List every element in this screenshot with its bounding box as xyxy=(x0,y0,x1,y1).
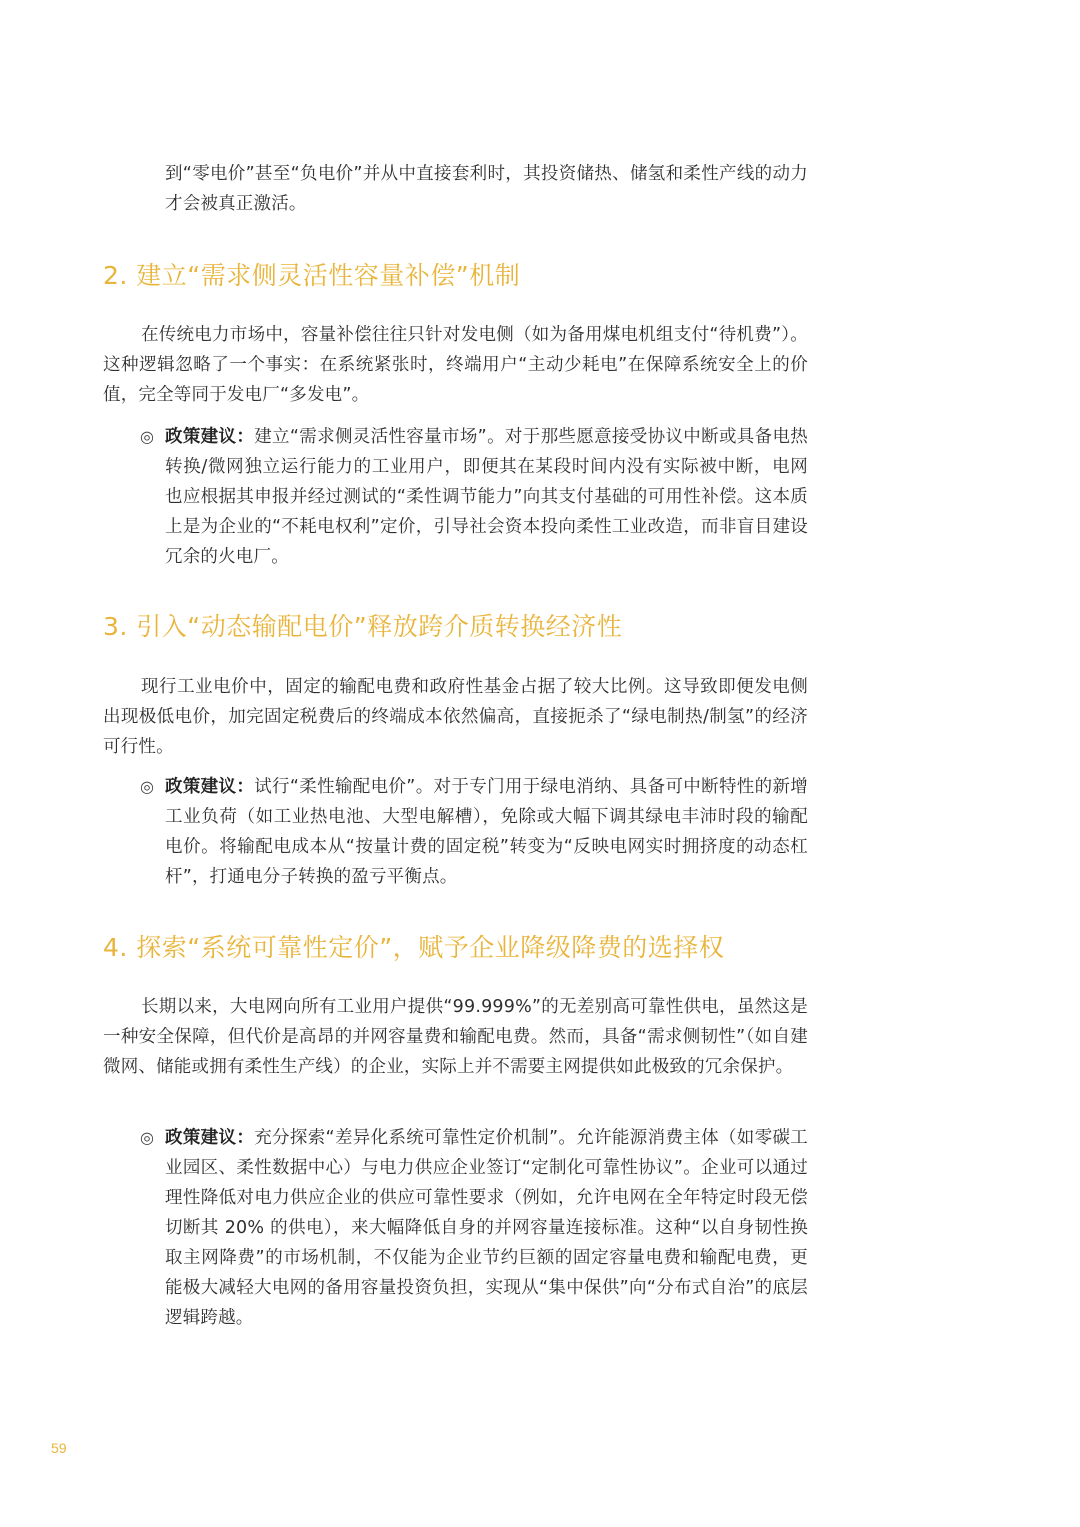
section-4-recommendation xyxy=(140,1123,809,1333)
recommendation-text: 建立“需求侧灵活性容量市场”。对于那些愿意接受协议中断或具备电热转换/微网独立运行能力的工业用户，即便其在某段时间内没有实际被中断，电网也应根据其申报并经过测试的“柔性调节能力”向其支付基础的可用性补偿。这本质上是为企业的“不耗电权利”定价，引导社会资本投向柔性工业改造，而非盲目建设冗余的火电厂。 xyxy=(165,427,809,567)
circle-bullet-icon: ◎ xyxy=(140,777,155,796)
recommendation-label: 政策建议： xyxy=(165,777,255,797)
section-3-body: 现行工业电价中，固定的输配电费和政府性基金占据了较大比例。这导致即便发电侧出现极低电价，加完固定税费后的终端成本依然偏高，直接扼杀了“绿电制热/制氢”的经济可行性。 xyxy=(103,677,808,757)
section-4-heading: 4. 探索“系统可靠性定价”，赋予企业降级降费的选择权 xyxy=(103,933,725,962)
page-number: 59 xyxy=(51,1440,67,1456)
section-3-heading: 3. 引入“动态输配电价”释放跨介质转换经济性 xyxy=(103,612,623,641)
section-4-body: 长期以来，大电网向所有工业用户提供“99.999%”的无差别高可靠性供电，虽然这是一种安全保障，但代价是高昂的并网容量费和输配电费。然而，具备“需求侧韧性”（如自建微网、储能或拥有柔性生产线）的企业，实际上并不需要主网提供如此极致的冗余保护。 xyxy=(103,997,808,1077)
intro-paragraph: 到“零电价”甚至“负电价”并从中直接套利时，其投资储热、储氢和柔性产线的动力才会被真正激活。 xyxy=(165,164,808,214)
section-2-heading: 2. 建立“需求侧灵活性容量补偿”机制 xyxy=(103,261,521,290)
recommendation-label: 政策建议： xyxy=(165,427,255,447)
section-2-body: 在传统电力市场中，容量补偿往往只针对发电侧（如为备用煤电机组支付“待机费”）。这种逻辑忽略了一个事实：在系统紧张时，终端用户“主动少耗电”在保障系统安全上的价值，完全等同于发电厂“多发电”。 xyxy=(103,325,808,405)
recommendation-label: 政策建议： xyxy=(165,1128,255,1148)
circle-bullet-icon: ◎ xyxy=(140,427,155,446)
section-2-recommendation xyxy=(140,422,809,572)
section-3-recommendation xyxy=(140,772,809,892)
recommendation-text: 试行“柔性输配电价”。对于专门用于绿电消纳、具备可中断特性的新增工业负荷（如工业热电池、大型电解槽），免除或大幅下调其绿电丰沛时段的输配电价。将输配电成本从“按量计费的固定税”转变为“反映电网实时拥挤度的动态杠杆”，打通电分子转换的盈亏平衡点。 xyxy=(165,777,809,887)
recommendation-text: 充分探索“差异化系统可靠性定价机制”。允许能源消费主体（如零碳工业园区、柔性数据中心）与电力供应企业签订“定制化可靠性协议”。企业可以通过理性降低对电力供应企业的供应可靠性要求（例如，允许电网在全年特定时段无偿切断其 20% 的供电），来大幅降低自身的并网容量连接标准。这种“以自身韧性换取主网降费”的市场机制，不仅能为企业节约巨额的固定容量电费和输配电费，更能极大减轻大电网的备用容量投资负担，实现从“集中保供”向“分布式自治”的底层逻辑跨越。 xyxy=(165,1128,809,1328)
circle-bullet-icon: ◎ xyxy=(140,1128,155,1147)
